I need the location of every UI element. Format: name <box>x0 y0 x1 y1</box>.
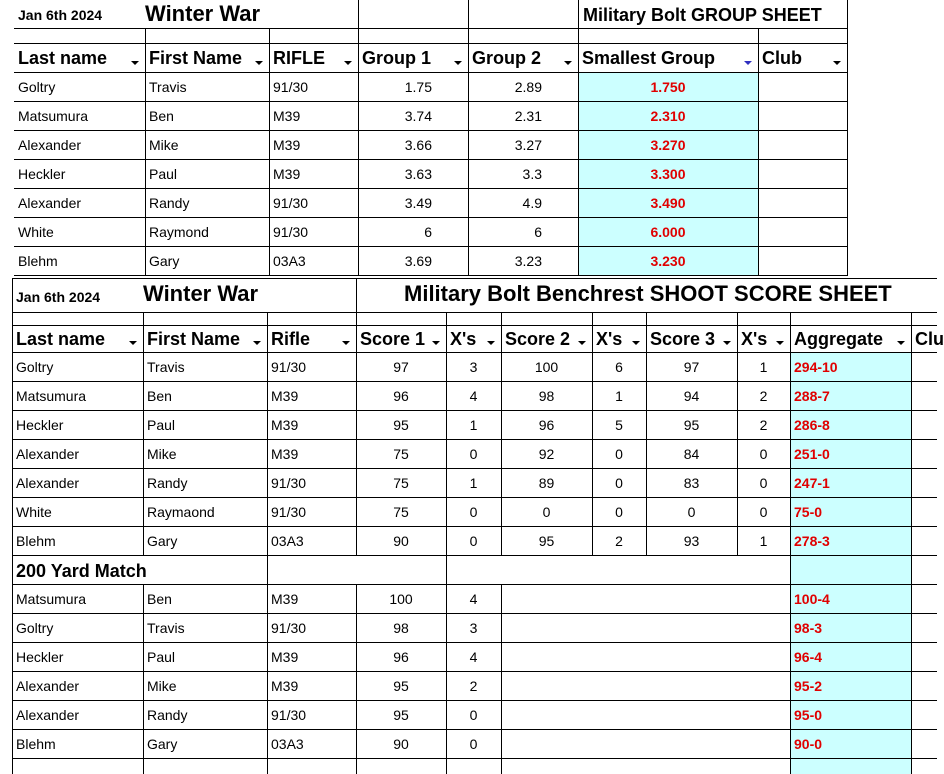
cell-group-2[interactable]: 6 <box>534 224 542 240</box>
cell-xs-3[interactable]: 0 <box>759 446 768 462</box>
grid-line <box>468 28 469 276</box>
cell-first-name[interactable]: Travis <box>149 79 187 95</box>
grid-line <box>356 278 357 312</box>
grid-line <box>790 584 791 774</box>
grid-line <box>14 28 847 29</box>
cell-club[interactable] <box>762 196 846 212</box>
cell-score-1[interactable]: 75 <box>393 475 409 491</box>
grid-line <box>14 246 847 247</box>
grid-line <box>847 28 848 276</box>
grid-line <box>356 584 357 774</box>
cell-last-name[interactable]: Alexander <box>16 707 80 723</box>
cell-score-3[interactable]: 95 <box>683 417 700 433</box>
cell-smallest-group[interactable]: 3.270 <box>650 137 686 153</box>
grid-line <box>12 729 937 730</box>
cell-first-name[interactable]: Ben <box>147 388 172 404</box>
filter-dropdown-icon[interactable] <box>723 341 731 345</box>
event-title: Winter War <box>143 281 259 306</box>
cell-first-name[interactable]: Paul <box>147 417 176 433</box>
cell-aggregate[interactable]: 294-10 <box>794 359 838 375</box>
grid-line <box>911 312 912 555</box>
grid-line <box>501 312 502 555</box>
cell-last-name[interactable]: Alexander <box>16 678 80 694</box>
cell-first-name[interactable]: Travis <box>147 620 185 636</box>
cell-first-name[interactable]: Randy <box>149 195 190 211</box>
grid-line <box>12 671 937 672</box>
grid-line <box>790 555 791 584</box>
cell-aggregate[interactable]: 98-3 <box>794 620 823 636</box>
grid-line <box>14 72 847 73</box>
sheet-title: Military Bolt GROUP SHEET <box>583 5 822 25</box>
cell-rifle[interactable]: 03A3 <box>273 253 306 269</box>
cell-score-3[interactable]: 94 <box>683 388 700 404</box>
cell-score-3[interactable]: 84 <box>683 446 700 462</box>
grid-line <box>12 278 13 312</box>
cell-smallest-group[interactable]: 3.230 <box>650 253 686 269</box>
grid-line <box>14 43 847 44</box>
cell-score-1[interactable]: 95 <box>393 678 409 694</box>
filter-dropdown-icon[interactable] <box>253 341 261 345</box>
cell-last-name[interactable]: Matsumura <box>16 591 87 607</box>
grid-line <box>267 555 268 584</box>
cell-last-name[interactable]: Heckler <box>18 166 66 182</box>
cell-last-name[interactable]: Heckler <box>16 649 64 665</box>
grid-line <box>14 188 847 189</box>
cell-first-name[interactable]: Paul <box>147 649 176 665</box>
grid-line <box>14 159 847 160</box>
grid-line <box>790 312 791 555</box>
cell-first-name[interactable]: Randy <box>147 475 188 491</box>
grid-line <box>14 101 847 102</box>
cell-group-1[interactable]: 3.69 <box>404 253 432 269</box>
sheet-date: Jan 6th 2024 <box>18 7 103 23</box>
cell-last-name[interactable]: Blehm <box>16 736 56 752</box>
cell-xs-3[interactable]: 1 <box>759 359 768 375</box>
cell-last-name[interactable]: Alexander <box>16 475 80 491</box>
cell-rifle[interactable]: M39 <box>271 446 299 462</box>
cell-xs-3[interactable]: 1 <box>759 533 768 549</box>
cell-first-name[interactable]: Ben <box>147 591 172 607</box>
cell-score-2[interactable]: 96 <box>538 417 555 433</box>
cell-xs-2[interactable]: 5 <box>615 417 623 433</box>
cell-score-1[interactable]: 96 <box>393 388 409 404</box>
filter-dropdown-icon[interactable] <box>744 61 752 65</box>
cell-xs-2[interactable]: 0 <box>615 446 623 462</box>
cell-rifle[interactable]: M39 <box>271 678 299 694</box>
column-header-rifle[interactable]: RIFLE <box>273 48 325 68</box>
column-header-first-name[interactable]: First Name <box>147 329 241 349</box>
cell-score-2[interactable]: 95 <box>538 533 555 549</box>
cell-club[interactable] <box>762 254 846 270</box>
cell-score-2[interactable]: 89 <box>538 475 555 491</box>
cell-xs-2[interactable]: 2 <box>615 533 623 549</box>
cell-last-name[interactable]: Alexander <box>18 195 82 211</box>
cell-score-1[interactable]: 90 <box>393 533 409 549</box>
filter-dropdown-icon[interactable] <box>454 61 462 65</box>
cell-first-name[interactable]: Mike <box>147 446 177 462</box>
cell-xs-1[interactable]: 0 <box>469 707 478 723</box>
cell-first-name[interactable]: Mike <box>147 678 177 694</box>
cell-xs-1[interactable]: 0 <box>469 533 478 549</box>
cell-smallest-group[interactable]: 3.490 <box>650 195 686 211</box>
cell-group-1[interactable]: 3.74 <box>404 108 432 124</box>
sheet-date: Jan 6th 2024 <box>16 289 101 305</box>
cell-first-name[interactable]: Gary <box>147 736 178 752</box>
cell-aggregate[interactable]: 96-4 <box>794 649 823 665</box>
sheet-title: Military Bolt Benchrest SHOOT SCORE SHEET <box>404 281 892 306</box>
cell-aggregate[interactable]: 95-2 <box>794 678 823 694</box>
filter-dropdown-icon[interactable] <box>487 341 495 345</box>
column-header-smallest-group[interactable]: Smallest Group <box>582 48 716 68</box>
filter-dropdown-icon[interactable] <box>897 341 905 345</box>
grid-line <box>12 555 937 556</box>
cell-rifle[interactable]: 03A3 <box>271 533 304 549</box>
cell-group-2[interactable]: 3.3 <box>522 166 542 182</box>
cell-score-3[interactable]: 97 <box>683 359 700 375</box>
cell-first-name[interactable]: Gary <box>147 533 178 549</box>
grid-line <box>592 312 593 555</box>
grid-line <box>12 497 937 498</box>
cell-xs-1[interactable]: 1 <box>469 475 478 491</box>
cell-rifle[interactable]: 91/30 <box>273 195 309 211</box>
cell-aggregate[interactable]: 100-4 <box>794 591 830 607</box>
cell-last-name[interactable]: Matsumura <box>16 388 87 404</box>
cell-first-name[interactable]: Randy <box>147 707 188 723</box>
column-header-group-2[interactable]: Group 2 <box>472 48 542 68</box>
filter-dropdown-icon[interactable] <box>255 61 263 65</box>
cell-first-name[interactable]: Paul <box>149 166 178 182</box>
grid-line <box>12 526 937 527</box>
column-header-score-2[interactable]: Score 2 <box>505 329 571 349</box>
cell-rifle[interactable]: 91/30 <box>271 475 307 491</box>
cell-aggregate[interactable]: 278-3 <box>794 533 830 549</box>
column-header-score-3[interactable]: Score 3 <box>650 329 716 349</box>
cell-club[interactable] <box>762 109 846 125</box>
section-label: 200 Yard Match <box>16 561 147 581</box>
column-header-last-name[interactable]: Last name <box>18 48 108 68</box>
grid-line <box>12 700 937 701</box>
grid-line <box>758 28 759 276</box>
cell-group-2[interactable]: 2.89 <box>514 79 542 95</box>
cell-smallest-group[interactable]: 6.000 <box>650 224 686 240</box>
cell-first-name[interactable]: Gary <box>149 253 180 269</box>
cell-first-name[interactable]: Raymaond <box>147 504 215 520</box>
cell-xs-1[interactable]: 0 <box>469 504 478 520</box>
grid-line <box>12 439 937 440</box>
cell-xs-3[interactable]: 0 <box>759 475 768 491</box>
cell-group-1[interactable]: 6 <box>424 224 432 240</box>
cell-xs-1[interactable]: 2 <box>469 678 478 694</box>
cell-score-2[interactable]: 98 <box>538 388 555 404</box>
cell-first-name[interactable]: Ben <box>149 108 174 124</box>
grid-line <box>143 312 144 555</box>
grid-line <box>446 555 447 584</box>
grid-line <box>12 613 937 614</box>
cell-score-1[interactable]: 98 <box>393 620 409 636</box>
cell-aggregate[interactable]: 251-0 <box>794 446 830 462</box>
cell-club[interactable] <box>762 167 846 183</box>
cell-group-2[interactable]: 2.31 <box>514 108 542 124</box>
cell-group-1[interactable]: 3.63 <box>404 166 432 182</box>
cell-xs-2[interactable]: 0 <box>615 504 623 520</box>
cell-group-2[interactable]: 4.9 <box>522 195 542 211</box>
cell-last-name[interactable]: Goltry <box>16 620 54 636</box>
grid-line <box>12 312 13 774</box>
grid-line <box>446 312 447 555</box>
filter-dropdown-icon[interactable] <box>129 341 137 345</box>
grid-line <box>14 275 847 276</box>
cell-aggregate[interactable]: 286-8 <box>794 417 830 433</box>
cell-score-3[interactable]: 83 <box>683 475 700 491</box>
grid-line <box>12 312 937 313</box>
column-header-x-s[interactable]: X's <box>741 329 768 349</box>
column-header-first-name[interactable]: First Name <box>149 48 243 68</box>
cell-last-name[interactable]: Matsumura <box>18 108 89 124</box>
cell-xs-2[interactable]: 1 <box>615 388 623 404</box>
cell-xs-2[interactable]: 6 <box>615 359 623 375</box>
cell-score-1[interactable]: 100 <box>389 591 413 607</box>
filter-dropdown-icon[interactable] <box>776 341 784 345</box>
cell-xs-1[interactable]: 0 <box>469 446 478 462</box>
grid-line <box>646 312 647 555</box>
cell-score-1[interactable]: 95 <box>393 417 409 433</box>
column-header-x-s[interactable]: X's <box>450 329 477 349</box>
grid-line <box>358 0 359 28</box>
cell-aggregate[interactable]: 75-0 <box>794 504 823 520</box>
grid-line <box>501 584 502 774</box>
cell-score-2[interactable]: 0 <box>542 504 551 520</box>
cell-score-2[interactable]: 92 <box>538 446 555 462</box>
filter-dropdown-icon[interactable] <box>564 61 572 65</box>
cell-score-3[interactable]: 93 <box>683 533 700 549</box>
grid-line <box>12 352 937 353</box>
cell-aggregate[interactable]: 95-0 <box>794 707 823 723</box>
cell-score-1[interactable]: 95 <box>393 707 409 723</box>
cell-smallest-group[interactable]: 2.310 <box>650 108 686 124</box>
cell-score-1[interactable]: 96 <box>393 649 409 665</box>
cell-rifle[interactable]: 91/30 <box>271 504 307 520</box>
cell-score-1[interactable]: 75 <box>393 504 409 520</box>
cell-xs-3[interactable]: 2 <box>759 388 768 404</box>
grid-line <box>911 584 912 774</box>
grid-line <box>143 584 144 774</box>
cell-rifle[interactable]: M39 <box>273 108 301 124</box>
cell-score-1[interactable]: 90 <box>393 736 409 752</box>
cell-aggregate[interactable]: 288-7 <box>794 388 830 404</box>
grid-line <box>267 312 268 555</box>
cell-aggregate[interactable]: 247-1 <box>794 475 830 491</box>
column-header-x-s[interactable]: X's <box>596 329 623 349</box>
cell-last-name[interactable]: Alexander <box>16 446 80 462</box>
cell-score-2[interactable]: 100 <box>534 359 559 375</box>
cell-xs-3[interactable]: 2 <box>759 417 768 433</box>
column-header-clu[interactable]: Clu <box>915 329 944 349</box>
grid-line <box>14 217 847 218</box>
cell-rifle[interactable]: M39 <box>271 388 299 404</box>
grid-line <box>446 584 447 774</box>
cell-aggregate[interactable]: 90-0 <box>794 736 823 752</box>
cell-smallest-group[interactable]: 1.750 <box>650 79 686 95</box>
grid-line <box>911 555 912 584</box>
grid-line <box>356 312 357 555</box>
grid-line <box>578 28 579 276</box>
cell-first-name[interactable]: Mike <box>149 137 179 153</box>
grid-line <box>269 28 270 276</box>
cell-last-name[interactable]: Goltry <box>18 79 56 95</box>
cell-rifle[interactable]: M39 <box>271 591 299 607</box>
column-header-aggregate[interactable]: Aggregate <box>794 329 884 349</box>
event-title: Winter War <box>145 1 261 26</box>
cell-last-name[interactable]: Blehm <box>16 533 56 549</box>
cell-last-name[interactable]: Goltry <box>16 359 54 375</box>
cell-xs-3[interactable]: 0 <box>759 504 768 520</box>
cell-last-name[interactable]: White <box>16 504 52 520</box>
cell-score-1[interactable]: 97 <box>393 359 409 375</box>
cell-group-2[interactable]: 3.23 <box>514 253 542 269</box>
cell-group-1[interactable]: 3.49 <box>404 195 432 211</box>
cell-rifle[interactable]: 91/30 <box>271 359 307 375</box>
cell-group-1[interactable]: 3.66 <box>404 137 432 153</box>
grid-line <box>578 0 579 28</box>
grid-line <box>468 0 469 28</box>
cell-rifle[interactable]: 91/30 <box>271 707 307 723</box>
grid-line <box>737 312 738 555</box>
filter-dropdown-icon[interactable] <box>344 61 352 65</box>
cell-group-2[interactable]: 3.27 <box>514 137 542 153</box>
cell-xs-1[interactable]: 0 <box>469 736 478 752</box>
filter-dropdown-icon[interactable] <box>342 341 350 345</box>
grid-line <box>12 584 937 585</box>
cell-smallest-group[interactable]: 3.300 <box>650 166 686 182</box>
cell-club[interactable] <box>762 80 846 96</box>
cell-rifle[interactable]: 91/30 <box>271 620 307 636</box>
grid-line <box>12 381 937 382</box>
cell-last-name[interactable]: White <box>18 224 54 240</box>
filter-dropdown-icon[interactable] <box>578 341 586 345</box>
grid-line <box>847 0 848 28</box>
column-header-last-name[interactable]: Last name <box>16 329 106 349</box>
column-header-rifle[interactable]: Rifle <box>271 329 311 349</box>
cell-xs-1[interactable]: 4 <box>469 388 478 404</box>
column-header-club[interactable]: Club <box>762 48 802 68</box>
cell-score-3[interactable]: 0 <box>687 504 696 520</box>
grid-line <box>12 278 937 279</box>
cell-last-name[interactable]: Blehm <box>18 253 58 269</box>
cell-xs-1[interactable]: 4 <box>469 591 478 607</box>
cell-xs-1[interactable]: 4 <box>469 649 478 665</box>
grid-line <box>267 584 268 774</box>
grid-line <box>145 28 146 276</box>
cell-first-name[interactable]: Raymond <box>149 224 209 240</box>
grid-line <box>14 130 847 131</box>
cell-first-name[interactable]: Travis <box>147 359 185 375</box>
filter-dropdown-icon[interactable] <box>833 61 841 65</box>
cell-rifle[interactable]: 03A3 <box>271 736 304 752</box>
cell-last-name[interactable]: Heckler <box>16 417 64 433</box>
cell-rifle[interactable]: 91/30 <box>273 79 309 95</box>
cell-last-name[interactable]: Alexander <box>18 137 82 153</box>
filter-dropdown-icon[interactable] <box>432 341 440 345</box>
cell-xs-1[interactable]: 3 <box>469 359 478 375</box>
grid-line <box>12 325 937 326</box>
cell-rifle[interactable]: M39 <box>271 649 299 665</box>
filter-dropdown-icon[interactable] <box>131 61 139 65</box>
cell-xs-2[interactable]: 0 <box>615 475 623 491</box>
cell-rifle[interactable]: M39 <box>273 137 301 153</box>
cell-rifle[interactable]: 91/30 <box>273 224 309 240</box>
cell-club[interactable] <box>762 138 846 154</box>
filter-dropdown-icon[interactable] <box>632 341 640 345</box>
column-header-group-1[interactable]: Group 1 <box>362 48 432 68</box>
cell-xs-1[interactable]: 3 <box>469 620 478 636</box>
grid-line <box>12 468 937 469</box>
cell-group-1[interactable]: 1.75 <box>404 79 432 95</box>
grid-line <box>12 642 937 643</box>
grid-line <box>358 28 359 276</box>
column-header-score-1[interactable]: Score 1 <box>360 329 426 349</box>
cell-rifle[interactable]: M39 <box>271 417 299 433</box>
cell-xs-1[interactable]: 1 <box>469 417 478 433</box>
grid-line <box>12 410 937 411</box>
cell-score-1[interactable]: 75 <box>393 446 409 462</box>
grid-line <box>12 758 937 759</box>
cell-club[interactable] <box>762 225 846 241</box>
cell-rifle[interactable]: M39 <box>273 166 301 182</box>
